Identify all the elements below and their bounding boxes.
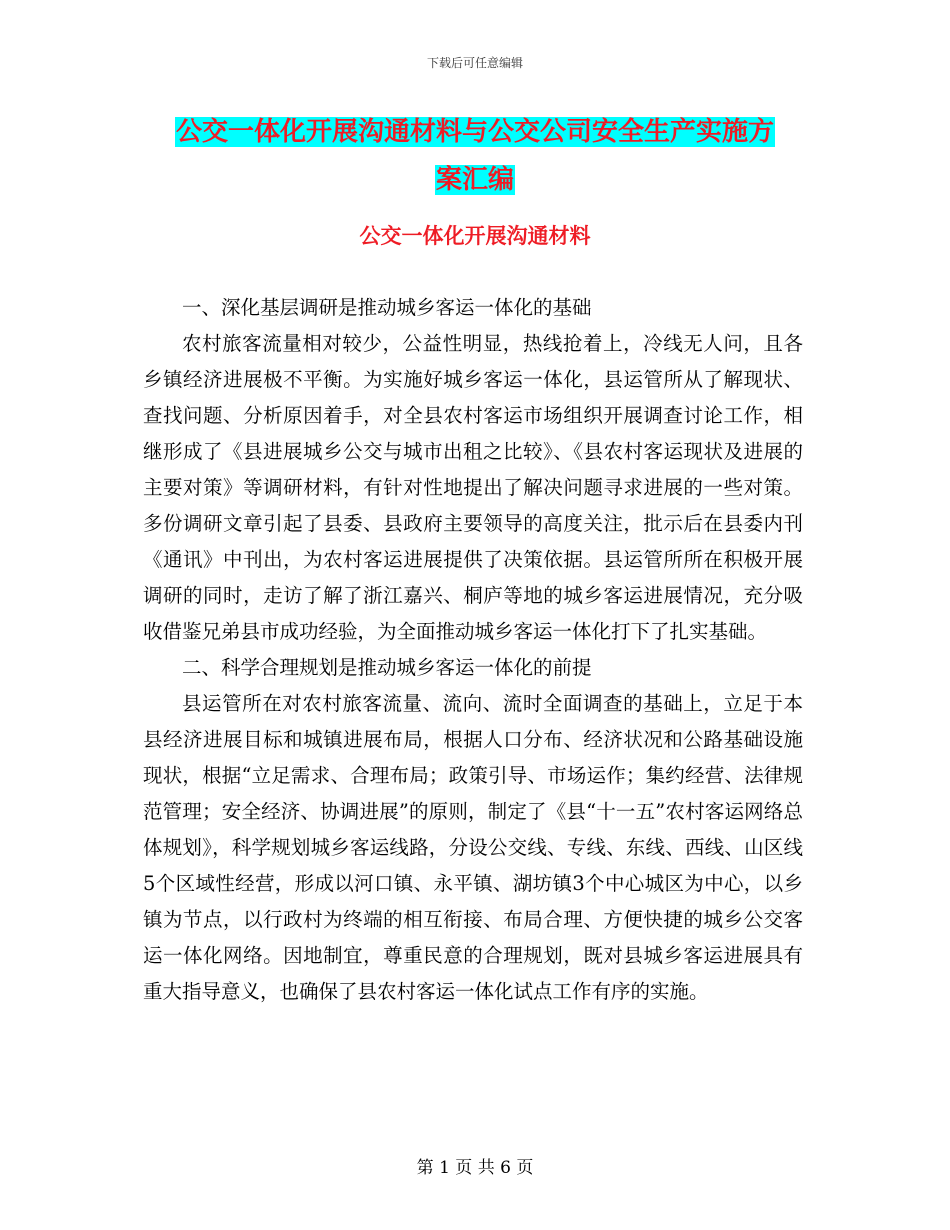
paragraph-2: 县运管所在对农村旅客流量、流向、流时全面调查的基础上，立足于本县经济进展目标和城镇进展布局，根据人口分布、经济状况和公路基础设施现状，根据“立足需求、合理布局；政策引导、市场运作；集约经营、法律规范管理；安全经济、协调进展”的原则，制定了《县“十一五”农村客运网络总体规划》，科学规划城乡客运线路，分设公交线、专线、东线、西线、山区线5个区域性经营，形成以河口镇、永平镇、湖坊镇3个中心城区为中心，以乡镇为节点，以行政村为终端的相互衔接、布局合理、方便快捷的城乡公交客运一体化网络。因地制宜，尊重民意的合理规划，既对县城乡客运进展具有重大指导意义，也确保了县农村客运一体化试点工作有序的实施。 bbox=[143, 692, 803, 1003]
page-footer: 第 1 页 共 6 页 bbox=[416, 1158, 534, 1178]
title-line-1: 公交一体化开展沟通材料与公交公司安全生产实施方 bbox=[175, 117, 774, 147]
header-note: 下载后可任意编辑 bbox=[426, 56, 523, 70]
document-body bbox=[143, 290, 803, 1010]
document-title bbox=[0, 108, 950, 204]
section-title: 公交一体化开展沟通材料 bbox=[359, 223, 591, 248]
title-line-2: 案汇编 bbox=[435, 165, 514, 195]
heading-1: 一、深化基层调研是推动城乡客运一体化的基础 bbox=[182, 296, 592, 319]
heading-2: 二、科学合理规划是推动城乡客运一体化的前提 bbox=[182, 656, 592, 679]
paragraph-1: 农村旅客流量相对较少，公益性明显，热线抢着上，冷线无人问，且各乡镇经济进展极不平衡。为实施好城乡客运一体化，县运管所从了解现状、查找问题、分析原因着手，对全县农村客运市场组织开展调查讨论工作，相继形成了《县进展城乡公交与城市出租之比较》、《县农村客运现状及进展的主要对策》等调研材料，有针对性地提出了解决问题寻求进展的一些对策。多份调研文章引起了县委、县政府主要领导的高度关注，批示后在县委内刊《通讯》中刊出，为农村客运进展提供了决策依据。县运管所所在积极开展调研的同时，走访了解了浙江嘉兴、桐庐等地的城乡客运进展情况，充分吸收借鉴兄弟县市成功经验，为全面推动城乡客运一体化打下了扎实基础。 bbox=[143, 332, 803, 643]
